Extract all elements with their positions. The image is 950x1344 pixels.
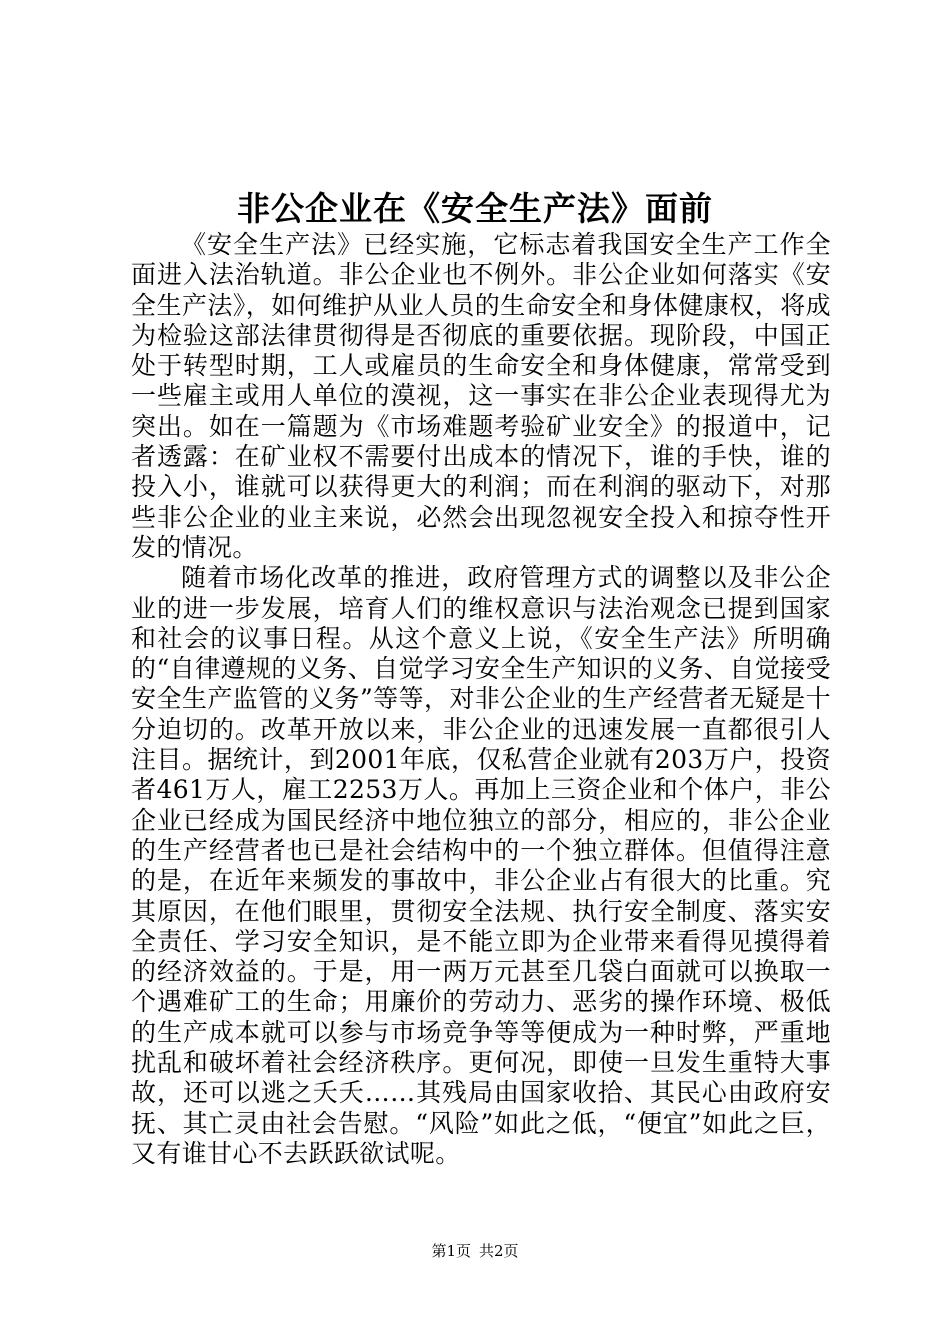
paragraph-1: 《安全生产法》已经实施，它标志着我国安全生产工作全面进入法治轨道。非公企业也不例外。非公企业如何落实《安全生产法》，如何维护从业人员的生命安全和身体健康权，将成为检验这部法律贯彻得是否彻底的重要依据。现阶段，中国正处于转型时期，工人或雇员的生命安全和身体健康，常常受到一些雇主或用人单位的漠视，这一事实在非公企业表现得尤为突出。如在一篇题为《市场难题考验矿业安全》的报道中，记者透露：在矿业权不需要付出成本的情况下，谁的手快，谁的投入小，谁就可以获得更大的利润；而在利润的驱动下，对那些非公企业的业主来说，必然会出现忽视安全投入和掠夺性开发的情况。 — [131, 230, 831, 562]
page-footer — [0, 1240, 950, 1262]
document-title: 非公企业在《安全生产法》面前 — [237, 189, 713, 228]
paragraph-2: 随着市场化改革的推进，政府管理方式的调整以及非公企业的进一步发展，培育人们的维权意识与法治观念已提到国家和社会的议事日程。从这个意义上说，《安全生产法》所明确的“自律遵规的义务、自觉学习安全生产知识的义务、自觉接受安全生产监管的义务”等等，对非公企业的生产经营者无疑是十分迫切的。改革开放以来，非公企业的迅速发展一直都很引人注目。据统计，到2001年底，仅私营企业就有203万户，投资者461万人，雇工2253万人。再加上三资企业和个体户，非公企业已经成为国民经济中地位独立的部分，相应的，非公企业的生产经营者也已是社会结构中的一个独立群体。但值得注意的是，在近年来频发的事故中，非公企业占有很大的比重。究其原因，在他们眼里，贯彻安全法规、执行安全制度、落实安全责任、学习安全知识，是不能立即为企业带来看得见摸得着的经济效益的。于是，用一两万元甚至几袋白面就可以换取一个遇难矿工的生命；用廉价的劳动力、恶劣的操作环境、极低的生产成本就可以参与市场竞争等等便成为一种时弊，严重地扰乱和破坏着社会经济秩序。更何况，即使一旦发生重特大事故，还可以逃之夭夭……其残局由国家收拾、其民心由政府安抚、其亡灵由社会告慰。“风险”如此之低，“便宜”如此之巨，又有谁甘心不去跃跃欲试呢。 — [131, 563, 831, 1168]
document-body — [131, 230, 831, 1169]
page-total: 共2页 — [479, 1242, 519, 1260]
page-number: 第1页 — [431, 1242, 471, 1260]
